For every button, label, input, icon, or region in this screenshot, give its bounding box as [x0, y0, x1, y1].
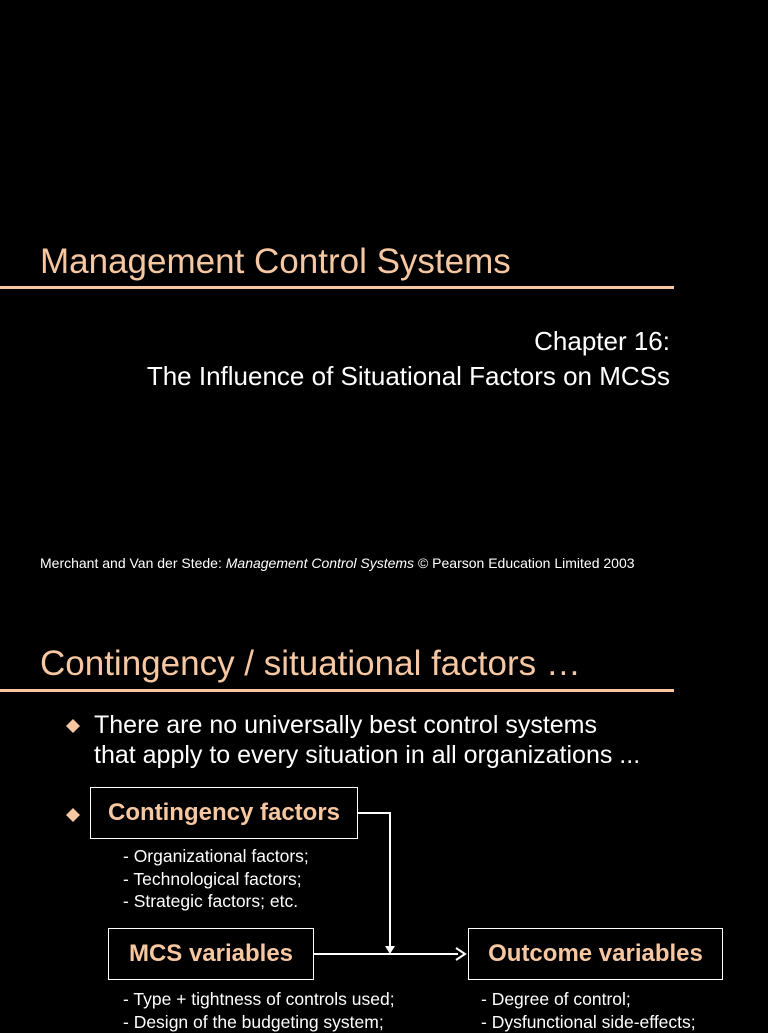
slide2-title: Contingency / situational factors …	[40, 644, 581, 684]
credit-book-title: Management Control Systems	[226, 555, 414, 571]
chapter-subtitle: The Influence of Situational Factors on MCSs	[147, 361, 670, 392]
bullet-line-2: that apply to every situation in all organizations ...	[94, 740, 640, 770]
contingency-factors-label: Contingency factors	[108, 799, 340, 827]
bullet-line-1: There are no universally best control systems	[94, 710, 640, 740]
list-item: - Dysfunctional side-effects;	[481, 1011, 696, 1033]
list-item: - Organizational factors;	[123, 845, 309, 868]
slide1-title: Management Control Systems	[40, 242, 511, 282]
chapter-label: Chapter 16:	[534, 326, 670, 357]
list-item: - Design of the budgeting system;	[123, 1011, 395, 1033]
list-item: - Strategic factors; etc.	[123, 890, 309, 913]
arrow-down-icon	[385, 946, 395, 954]
contingency-to-mcs-connector	[358, 813, 390, 946]
list-item: - Technological factors;	[123, 868, 309, 891]
credit-prefix: Merchant and Van der Stede:	[40, 555, 226, 571]
outcome-variables-label: Outcome variables	[488, 940, 703, 968]
list-item: - Type + tightness of controls used;	[123, 988, 395, 1011]
mcs-variables-label: MCS variables	[129, 940, 293, 968]
credit-suffix: © Pearson Education Limited 2003	[414, 555, 634, 571]
list-item: - Degree of control;	[481, 988, 696, 1011]
